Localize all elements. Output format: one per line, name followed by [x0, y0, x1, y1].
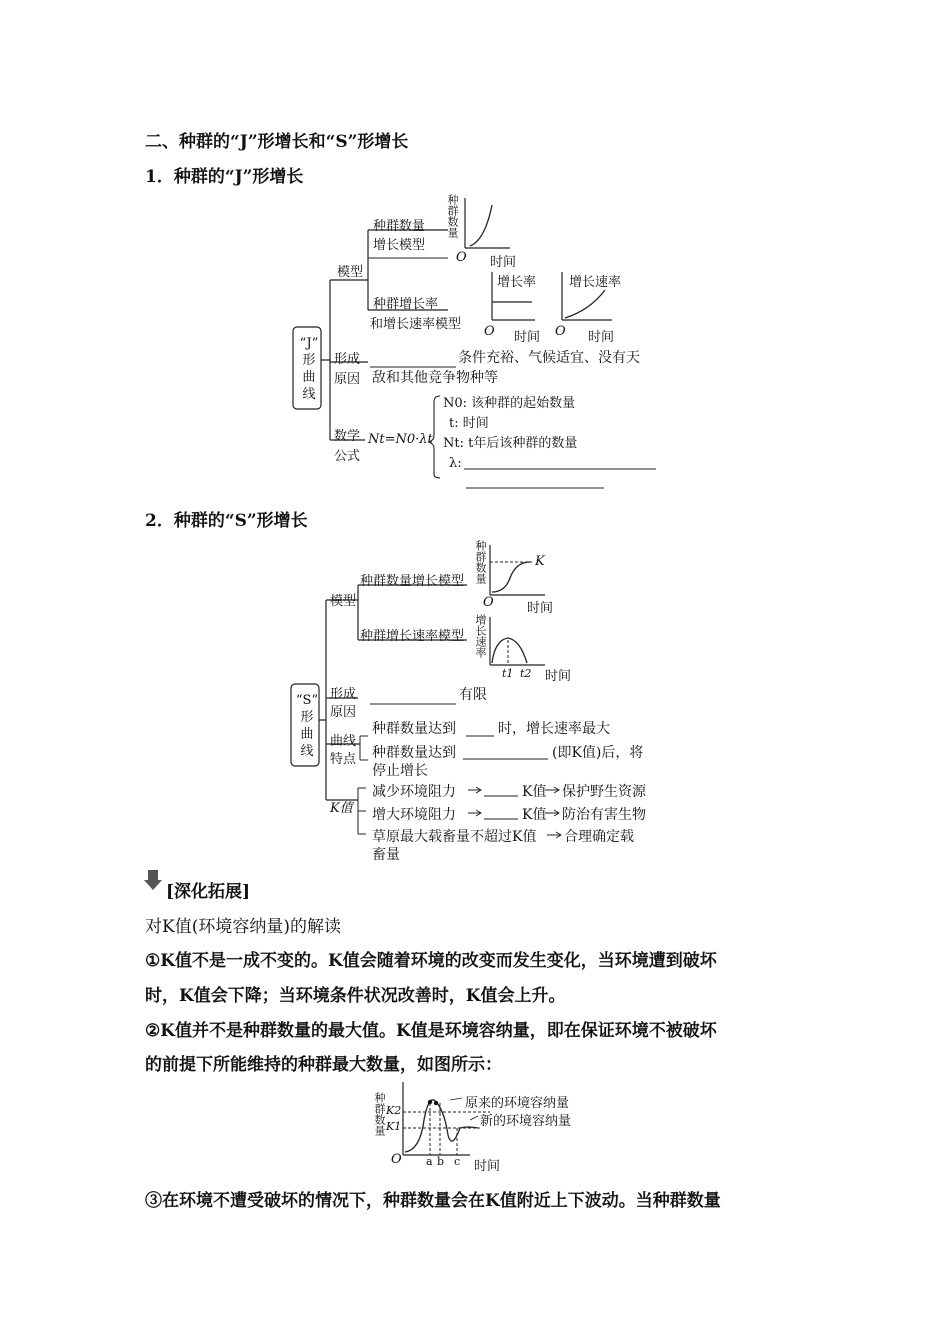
s-feature-b: 种群数量达到	[372, 745, 456, 761]
s-heading: 2．种群的“S”形增长	[145, 511, 308, 531]
s-k-row2-c: 防治有害生物	[562, 807, 646, 823]
s-k-row3-c: 合理确定载	[564, 829, 634, 845]
j-rate-model-2: 和增长速率模型	[370, 317, 462, 332]
s-origin-1: O	[483, 595, 494, 610]
s-root-1: “S”	[295, 693, 319, 708]
s-k-row2-a: 增大环境阻力	[372, 807, 456, 823]
j-root-box	[296, 335, 322, 403]
section-title: 二、种群的“J”形增长和“S”形增长	[145, 132, 409, 152]
deep-subtitle: 对K值(环境容纳量)的解读	[145, 917, 341, 937]
j-lambda-def: λ:	[449, 456, 462, 471]
j-t-def: t: 时间	[449, 416, 489, 431]
j-nt-def: Nt: t年后该种群的数量	[443, 436, 578, 451]
s-root-4: 线	[300, 744, 314, 759]
j-axis-time-2: 时间	[514, 330, 541, 345]
fig-time: 时间	[474, 1159, 501, 1174]
s-feature-b2: (即K值)后，将	[552, 745, 644, 761]
j-speed-label: 增长速率	[569, 275, 622, 290]
fig-a: a	[426, 1155, 433, 1168]
s-k-row3-a: 草原最大载畜量不超过K值	[372, 829, 537, 845]
s-k-row2-b: K值	[522, 807, 547, 823]
s-feature-a2: 时，增长速率最大	[498, 721, 610, 737]
s-cause-1: 形成	[330, 687, 357, 702]
s-k-row1-c: 保护野生资源	[562, 784, 646, 800]
j-cause-2: 原因	[334, 372, 361, 387]
j-rate-label: 增长率	[497, 275, 537, 290]
j-axis-count: 种群数量	[446, 194, 459, 238]
s-rate-model: 种群增长速率模型	[360, 629, 465, 644]
j-model: 模型	[337, 265, 364, 280]
s-feature-1: 曲线	[330, 734, 357, 749]
s-feature-2: 特点	[330, 752, 357, 767]
j-root-1: “J”	[299, 336, 319, 351]
s-cause-text: 有限	[459, 687, 487, 703]
fig-y-label: 种群数量	[373, 1092, 386, 1136]
s-root-2: 形	[300, 710, 314, 725]
s-model: 模型	[330, 594, 357, 609]
j-rate-model-1: 种群增长率	[373, 297, 439, 312]
s-axis-time-2: 时间	[545, 669, 572, 684]
j-axis-time-3: 时间	[588, 330, 615, 345]
deep-p3: ③在环境不遭受破坏的情况下，种群数量会在K值附近上下波动。当种群数量	[145, 1191, 721, 1211]
j-math-1: 数学	[334, 429, 361, 444]
s-root-box	[294, 692, 320, 760]
s-cause-2: 原因	[330, 705, 357, 720]
fig-k2: K2	[386, 1104, 402, 1117]
s-feature-b3: 停止增长	[372, 763, 428, 779]
fig-new-label: 新的环境容纳量	[480, 1114, 572, 1129]
down-arrow-icon	[144, 870, 162, 890]
fig-orig-label: 原来的环境容纳量	[465, 1096, 570, 1111]
s-k-row3-d: 畜量	[372, 847, 400, 863]
j-formula: Nt=N0·λt	[368, 432, 433, 447]
s-axis-rate: 增长速率	[474, 614, 487, 658]
j-origin-2: O	[484, 324, 495, 339]
s-count-model: 种群数量增长模型	[360, 574, 465, 589]
j-math-2: 公式	[334, 449, 361, 464]
deep-p1-a: ①K值不是一成不变的。K值会随着环境的改变而发生变化，当环境遭到破坏	[145, 951, 717, 971]
deep-p1-b: 时，K值会下降；当环境条件状况改善时，K值会上升。	[145, 986, 566, 1006]
j-count-model-1: 种群数量	[373, 219, 426, 234]
j-origin-1: O	[456, 250, 467, 265]
j-root-4: 线	[302, 387, 316, 402]
s-t1: t1	[502, 667, 514, 680]
j-cause-text-1: 条件充裕、气候适宜、没有天	[458, 350, 640, 366]
s-k-label: K	[535, 554, 545, 569]
j-axis-time-1: 时间	[490, 255, 517, 270]
j-n0-def: N0: 该种群的起始数量	[443, 396, 576, 411]
fig-c: c	[454, 1155, 461, 1168]
j-origin-3: O	[555, 324, 566, 339]
j-root-3: 曲	[302, 370, 316, 385]
s-axis-time-1: 时间	[527, 601, 554, 616]
s-kvalue: K值	[330, 801, 353, 816]
deep-p2-b: 的前提下所能维持的种群最大数量，如图所示：	[145, 1055, 502, 1075]
j-heading: 1．种群的“J”形增长	[145, 167, 304, 187]
deep-title: [深化拓展]	[166, 882, 251, 902]
s-axis-count: 种群数量	[474, 540, 487, 584]
j-count-model-2: 增长模型	[373, 238, 426, 253]
j-cause-1: 形成	[334, 352, 361, 367]
fig-b: b	[437, 1155, 445, 1168]
j-cause-text-2: 敌和其他竞争物种等	[372, 370, 498, 386]
s-k-row1-a: 减少环境阻力	[372, 784, 456, 800]
s-t2: t2	[520, 667, 532, 680]
s-root-3: 曲	[300, 727, 314, 742]
s-k-row1-b: K值	[522, 784, 547, 800]
j-root-2: 形	[302, 353, 316, 368]
s-feature-a: 种群数量达到	[372, 721, 456, 737]
fig-origin: O	[391, 1152, 402, 1167]
fig-k1: K1	[386, 1120, 402, 1133]
deep-p2-a: ②K值并不是种群数量的最大值。K值是环境容纳量，即在保证环境不被破坏	[145, 1021, 717, 1041]
